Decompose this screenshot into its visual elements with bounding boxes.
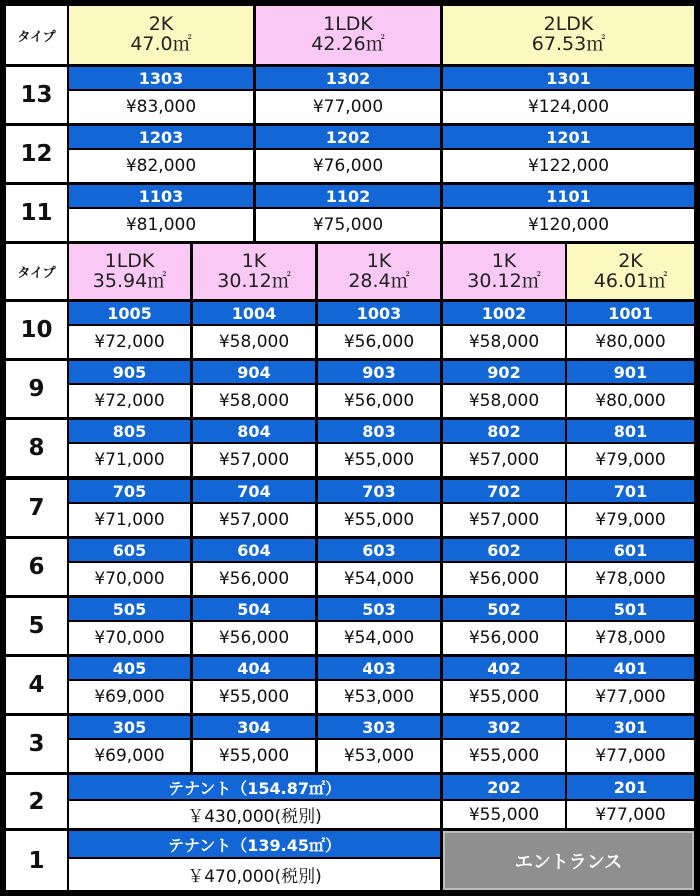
unit-number: 804 <box>193 420 315 442</box>
floor-label-5: 5 <box>6 598 67 654</box>
unit-price: ¥57,000 <box>443 444 565 476</box>
unit-price: ¥79,000 <box>567 504 694 536</box>
type-cell-upper-2 <box>256 6 440 64</box>
unit-price: ¥80,000 <box>567 326 694 358</box>
unit-number: 901 <box>567 361 694 383</box>
type-area: 30.12㎡ <box>467 269 541 292</box>
floor-label-3: 3 <box>6 716 67 772</box>
floor-label-8: 8 <box>6 420 67 476</box>
unit-number: 505 <box>69 598 190 620</box>
unit-price: ¥69,000 <box>69 681 190 713</box>
unit-number: 1005 <box>69 302 190 324</box>
unit-price: ¥72,000 <box>69 326 190 358</box>
type-area: 30.12㎡ <box>217 269 291 292</box>
floor-label-6: 6 <box>6 539 67 595</box>
unit-price: ¥78,000 <box>567 563 694 595</box>
unit-number: 604 <box>193 539 315 561</box>
type-cell-upper-3 <box>443 6 694 64</box>
unit-price: ¥70,000 <box>69 622 190 654</box>
floor-label-12: 12 <box>6 126 67 182</box>
unit-price: ¥122,000 <box>443 150 694 182</box>
unit-price: ¥53,000 <box>318 740 440 772</box>
unit-number: 803 <box>318 420 440 442</box>
unit-price: ¥76,000 <box>256 150 440 182</box>
unit-number: 1202 <box>256 126 440 148</box>
unit-number: 801 <box>567 420 694 442</box>
type-cell-lower-4 <box>443 244 565 299</box>
unit-number: 303 <box>318 716 440 738</box>
unit-number: 305 <box>69 716 190 738</box>
unit-number: 404 <box>193 657 315 679</box>
unit-price: ¥58,000 <box>193 326 315 358</box>
unit-price: ¥75,000 <box>256 209 440 241</box>
unit-price: ¥55,000 <box>318 504 440 536</box>
entrance-block: エントランス <box>443 831 694 890</box>
unit-price: ¥56,000 <box>318 385 440 417</box>
unit-price: ¥71,000 <box>69 444 190 476</box>
type-cell-lower-5 <box>567 244 694 299</box>
unit-price: ¥54,000 <box>318 622 440 654</box>
unit-number: 403 <box>318 657 440 679</box>
floor-label-2: 2 <box>6 775 67 828</box>
unit-number: 1002 <box>443 302 565 324</box>
type-cell-upper-1 <box>69 6 253 64</box>
unit-number: 1302 <box>256 67 440 89</box>
unit-price: ¥56,000 <box>443 622 565 654</box>
unit-number: 1301 <box>443 67 694 89</box>
unit-price: ¥77,000 <box>567 681 694 713</box>
unit-number: 501 <box>567 598 694 620</box>
unit-number: 1004 <box>193 302 315 324</box>
unit-price: ¥78,000 <box>567 622 694 654</box>
unit-number: 905 <box>69 361 190 383</box>
floor-label-11: 11 <box>6 185 67 241</box>
unit-price: ¥120,000 <box>443 209 694 241</box>
floor-label-10: 10 <box>6 302 67 358</box>
unit-number: 1101 <box>443 185 694 207</box>
unit-number: 304 <box>193 716 315 738</box>
unit-price: ¥77,000 <box>567 740 694 772</box>
unit-price: ¥58,000 <box>193 385 315 417</box>
unit-price: ¥56,000 <box>443 563 565 595</box>
type-area: 42.26㎡ <box>311 33 385 55</box>
floor-label-4: 4 <box>6 657 67 713</box>
tenant-header-2f: テナント（154.87㎡） <box>69 775 440 799</box>
unit-price: ¥71,000 <box>69 504 190 536</box>
floor-label-7: 7 <box>6 480 67 536</box>
unit-number: 703 <box>318 480 440 502</box>
type-name: 1LDK <box>323 13 373 36</box>
type-cell-lower-1 <box>69 244 190 299</box>
unit-price: ¥72,000 <box>69 385 190 417</box>
tenant-price-1f: ￥470,000(税別) <box>69 859 440 890</box>
unit-price: ¥56,000 <box>318 326 440 358</box>
unit-number: 201 <box>567 775 694 799</box>
unit-number: 903 <box>318 361 440 383</box>
unit-price: ¥55,000 <box>443 681 565 713</box>
unit-number: 603 <box>318 539 440 561</box>
type-label: タイプ <box>6 6 67 64</box>
type-name: 2LDK <box>543 13 594 36</box>
unit-price: ¥79,000 <box>567 444 694 476</box>
unit-number: 302 <box>443 716 565 738</box>
unit-price: ¥57,000 <box>443 504 565 536</box>
unit-number: 704 <box>193 480 315 502</box>
type-name: 2K <box>148 13 174 36</box>
tenant-header-1f: テナント（139.45㎡） <box>69 831 440 857</box>
type-name: 1K <box>366 249 392 272</box>
unit-price: ¥69,000 <box>69 740 190 772</box>
type-name: 2K <box>618 249 643 272</box>
unit-number: 1001 <box>567 302 694 324</box>
unit-price: ¥55,000 <box>318 444 440 476</box>
unit-price: ¥77,000 <box>567 801 694 828</box>
unit-number: 1201 <box>443 126 694 148</box>
type-cell-lower-2 <box>193 244 315 299</box>
unit-number: 401 <box>567 657 694 679</box>
floor-label-1: 1 <box>6 831 67 890</box>
unit-number: 503 <box>318 598 440 620</box>
unit-number: 405 <box>69 657 190 679</box>
type-area: 35.94㎡ <box>92 269 167 292</box>
unit-price: ¥56,000 <box>193 622 315 654</box>
unit-number: 805 <box>69 420 190 442</box>
type-name: 1K <box>241 249 267 272</box>
unit-price: ¥124,000 <box>443 91 694 123</box>
unit-number: 202 <box>443 775 565 799</box>
unit-price: ¥58,000 <box>443 326 565 358</box>
type-area: 28.4㎡ <box>348 269 410 292</box>
unit-price: ¥83,000 <box>69 91 253 123</box>
floor-label-13: 13 <box>6 67 67 123</box>
type-name: 1K <box>491 249 517 272</box>
unit-price: ¥70,000 <box>69 563 190 595</box>
unit-price: ¥53,000 <box>318 681 440 713</box>
unit-number: 705 <box>69 480 190 502</box>
type-area: 67.53㎡ <box>531 33 606 55</box>
unit-price: ¥55,000 <box>193 740 315 772</box>
unit-number: 605 <box>69 539 190 561</box>
type-area: 46.01㎡ <box>593 269 668 292</box>
unit-price: ¥56,000 <box>193 563 315 595</box>
unit-number: 502 <box>443 598 565 620</box>
unit-price: ¥57,000 <box>193 504 315 536</box>
floor-label-9: 9 <box>6 361 67 417</box>
unit-price: ¥82,000 <box>69 150 253 182</box>
unit-number: 904 <box>193 361 315 383</box>
unit-price: ¥55,000 <box>443 740 565 772</box>
unit-number: 402 <box>443 657 565 679</box>
unit-number: 701 <box>567 480 694 502</box>
unit-number: 902 <box>443 361 565 383</box>
unit-price: ¥55,000 <box>193 681 315 713</box>
unit-number: 301 <box>567 716 694 738</box>
type-area: 47.0㎡ <box>130 33 192 55</box>
unit-price: ¥80,000 <box>567 385 694 417</box>
unit-number: 601 <box>567 539 694 561</box>
type-label: タイプ <box>6 244 67 299</box>
unit-price: ¥77,000 <box>256 91 440 123</box>
unit-number: 702 <box>443 480 565 502</box>
unit-number: 1102 <box>256 185 440 207</box>
unit-price: ¥54,000 <box>318 563 440 595</box>
unit-number: 602 <box>443 539 565 561</box>
unit-number: 1003 <box>318 302 440 324</box>
unit-number: 1303 <box>69 67 253 89</box>
unit-number: 504 <box>193 598 315 620</box>
type-cell-lower-3 <box>318 244 440 299</box>
unit-price: ¥58,000 <box>443 385 565 417</box>
type-name: 1LDK <box>104 249 155 272</box>
unit-price: ¥81,000 <box>69 209 253 241</box>
unit-price: ¥55,000 <box>443 801 565 828</box>
unit-number: 1203 <box>69 126 253 148</box>
tenant-price-2f: ￥430,000(税別) <box>69 801 440 828</box>
unit-price: ¥57,000 <box>193 444 315 476</box>
unit-number: 802 <box>443 420 565 442</box>
unit-number: 1103 <box>69 185 253 207</box>
